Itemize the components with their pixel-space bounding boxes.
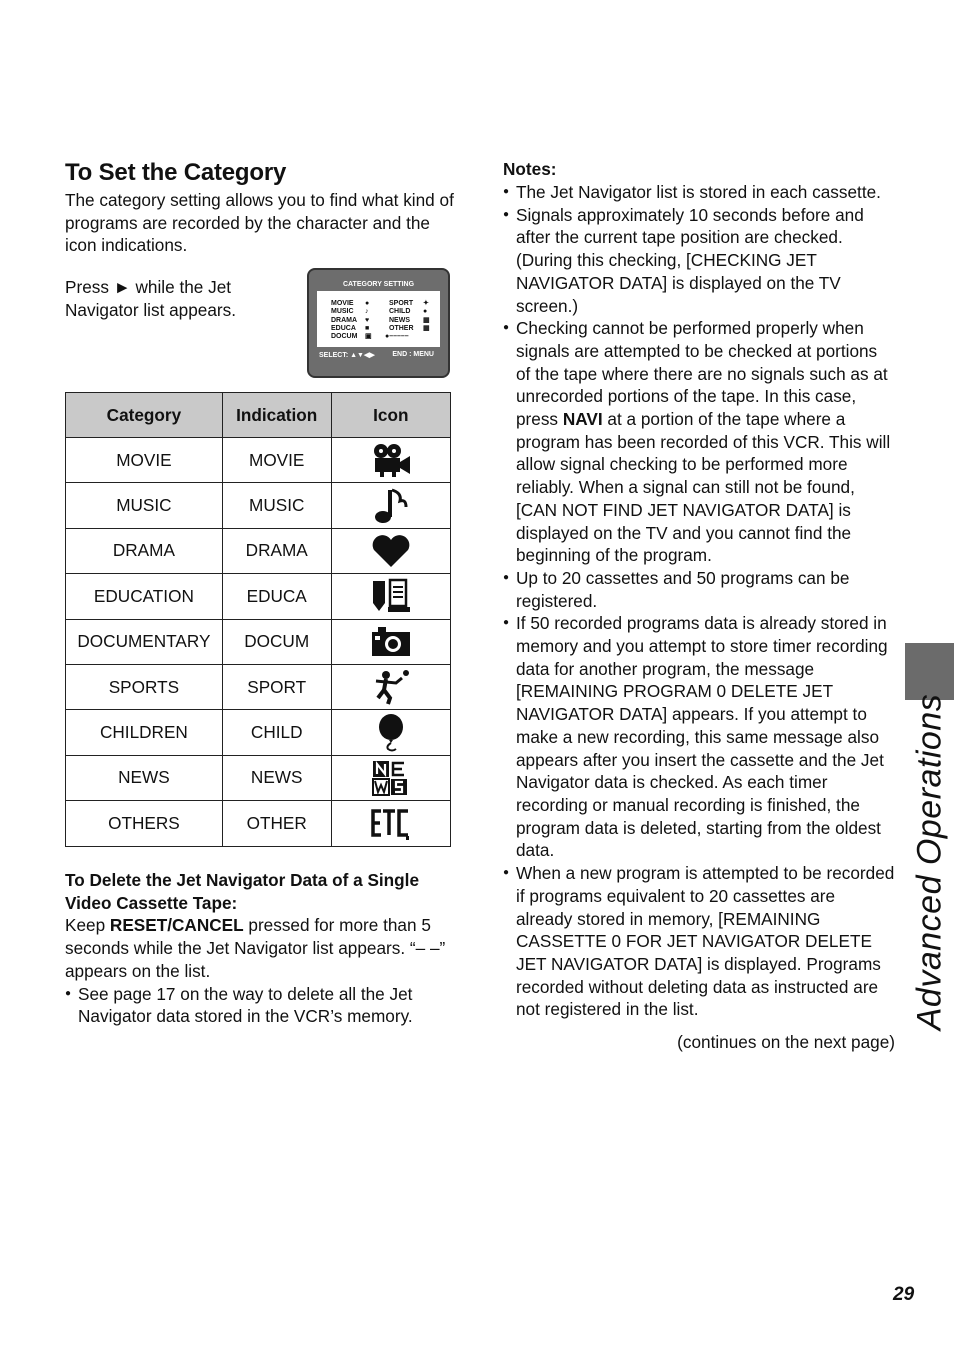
category-cell: EDUCATION [66, 574, 223, 619]
icon-cell [331, 755, 450, 800]
category-cell: SPORTS [66, 664, 223, 709]
play-arrow-icon: ► [113, 277, 131, 298]
tv-select-label: SELECT: ▲▼◀▶ [319, 352, 375, 360]
tv-item: EDUCA [331, 325, 356, 332]
category-cell: DOCUMENTARY [66, 619, 223, 664]
balloon-icon: ● [423, 308, 428, 316]
delete-bullet: ● See page 17 on the way to delete all the Jet Navigator data stored in the VCR’s memory. [65, 983, 457, 1028]
tv-screen-area [317, 291, 440, 347]
book-icon [370, 578, 412, 614]
indication-cell: MUSIC [222, 483, 331, 528]
notes-list [503, 181, 895, 1021]
header-icon: Icon [331, 393, 450, 438]
note-item [503, 317, 895, 567]
notes-title: Notes: [503, 159, 557, 179]
book-icon: ■ [365, 325, 370, 332]
category-cell: MOVIE [66, 438, 223, 483]
delete-section [65, 869, 457, 1028]
news-icon: ▦ [423, 316, 430, 324]
press-rest: while the Jet Navigator list appears. [65, 277, 237, 321]
left-column [65, 158, 455, 398]
delete-keep: Keep [65, 915, 110, 936]
press-instruction [65, 276, 265, 322]
side-tab-marker [905, 643, 954, 700]
reset-cancel-button-name: RESET/CANCEL [109, 915, 244, 936]
note-item: ● Signals approximately 10 seconds before and after the current tape position are checked. (During this checking, [CHECKING JET NAVIGATOR DATA] is displayed on the TV screen.) [503, 204, 895, 318]
icon-cell [331, 574, 450, 619]
header-indication: Indication [222, 393, 331, 438]
arrow-keys-icon: ▲▼◀▶ [350, 352, 375, 360]
table-row [66, 619, 451, 664]
category-cell: MUSIC [66, 483, 223, 528]
kicker-icon: ✦ [423, 300, 429, 308]
tv-item: DOCUM [331, 333, 358, 341]
section-title: To Set the Category [65, 159, 287, 186]
category-cell: CHILDREN [66, 710, 223, 755]
table-header-row [66, 393, 451, 438]
heart-icon: ♥ [365, 316, 370, 324]
table-row [66, 483, 451, 528]
indication-cell: SPORT [222, 664, 331, 709]
indication-cell: OTHER [222, 801, 331, 846]
tv-title: CATEGORY SETTING [342, 281, 415, 289]
tv-item: CHILD [389, 308, 411, 316]
notes-column [503, 158, 895, 1054]
note-text: Checking cannot be performed properly when signals are attempted to be checked at portions of the tape where there are no signals such as at unrecorded portions of the tape. In this case, press [516, 318, 888, 430]
tv-item: SPORT [389, 300, 414, 308]
icon-cell [331, 619, 450, 664]
camera-icon: ▣ [365, 333, 372, 341]
category-cell: DRAMA [66, 528, 223, 573]
indication-cell: EDUCA [222, 574, 331, 619]
table-row [66, 755, 451, 800]
tv-end-label: END : MENU [392, 351, 434, 359]
navi-button-name: NAVI [562, 409, 603, 430]
note-item: ● When a new program is attempted to be recorded if programs equivalent to 20 cassettes are already stored in memory, [REMAINING CASSETTE 0 FOR JET NAVIGATOR DELETE JET NAVIGATOR DATA] is displayed. Programs recorded without deleting data as instructed are not registered in the list. [503, 862, 895, 1021]
note-item: ● The Jet Navigator list is stored in each cassette. [503, 181, 895, 204]
movie-camera-icon [370, 442, 412, 478]
music-note-icon: ♪ [365, 308, 369, 316]
table-row [66, 801, 451, 846]
category-cell: OTHERS [66, 801, 223, 846]
music-note-icon [372, 487, 410, 525]
icon-cell [331, 438, 450, 483]
news-icon [370, 759, 412, 797]
indication-cell: DRAMA [222, 528, 331, 573]
icon-cell [331, 483, 450, 528]
delete-instruction [65, 914, 457, 982]
note-item: ● If 50 recorded programs data is already stored in memory and you attempt to store timer recording data for another program, the message [REMAINING PROGRAM 0 DELETE JET NAVIGATOR DATA] appears. If you attempt to make a new recording, this same message also appears after you insert the cassette and the Jet Navigator data is checked. As each timer recording or manual recording is finished, the program data is deleted, starting from the oldest data. [503, 612, 895, 862]
page-number: 29 [893, 1284, 915, 1305]
tv-item: NEWS [389, 316, 410, 324]
tv-item: MOVIE [331, 300, 354, 308]
etc-icon [370, 805, 412, 841]
intro-text: The category setting allows you to find what kind of programs are recorded by the character and the icon indications. [65, 190, 454, 256]
dash-line-icon: ●––––– [385, 333, 409, 341]
camera-icon [370, 624, 412, 660]
icon-cell [331, 710, 450, 755]
delete-title: To Delete the Jet Navigator Data of a Single Video Cassette Tape: [65, 870, 420, 913]
category-cell: NEWS [66, 755, 223, 800]
balloon-icon [370, 713, 412, 753]
table-row [66, 710, 451, 755]
press-block [65, 268, 455, 398]
continues-note: (continues on the next page) [677, 1032, 895, 1053]
note-item: ● Up to 20 cassettes and 50 programs can be registered. [503, 567, 895, 612]
kicker-icon [370, 668, 412, 706]
table-row [66, 574, 451, 619]
table-row [66, 438, 451, 483]
tv-screen-illustration [307, 268, 450, 378]
press-prefix: Press [65, 277, 109, 298]
indication-cell: NEWS [222, 755, 331, 800]
tv-item: DRAMA [331, 316, 358, 324]
table-row [66, 528, 451, 573]
tv-right-list [385, 300, 430, 341]
indication-cell: CHILD [222, 710, 331, 755]
movie-camera-icon: ● [365, 300, 370, 308]
delete-rest: pressed for more than 5 seconds while the Jet Navigator list appears. “– –” appears on the list. [65, 915, 446, 981]
indication-cell: MOVIE [222, 438, 331, 483]
section-side-label: Advanced Operations [910, 693, 949, 1031]
tv-item: MUSIC [331, 308, 354, 316]
tv-left-list [331, 300, 372, 341]
note-text: at a portion of the tape where a program has been recorded of this VCR. This will allow signal checking to be performed more reliably. When a signal can still not be found, [CAN NOT FIND JET NAVIGATOR DATA] is displayed on the TV and you cannot find the beginning of the program. [516, 409, 891, 566]
heart-icon [370, 533, 412, 569]
indication-cell: DOCUM [222, 619, 331, 664]
category-table [65, 392, 451, 847]
table-row [66, 664, 451, 709]
tv-item: OTHER [389, 325, 414, 332]
icon-cell [331, 528, 450, 573]
icon-cell [331, 801, 450, 846]
header-category: Category [66, 393, 223, 438]
icon-cell [331, 664, 450, 709]
etc-icon: ▦ [423, 325, 430, 332]
